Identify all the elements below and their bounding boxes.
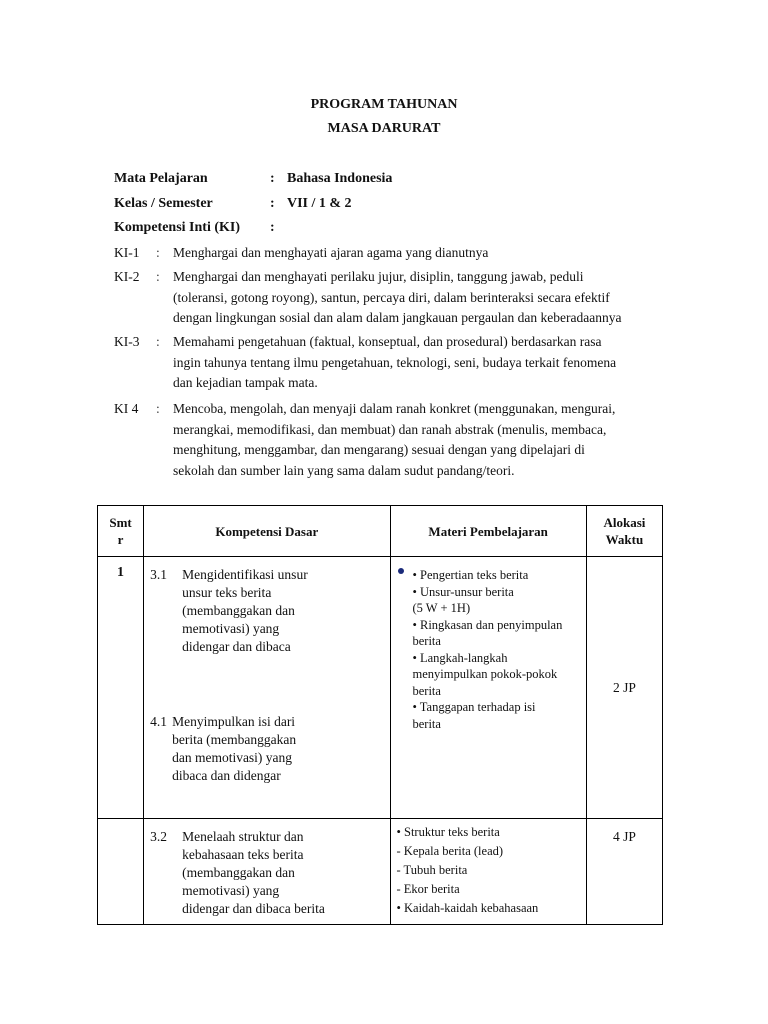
header-smt	[98, 506, 144, 557]
alokasi-cell: 4 JP	[586, 819, 662, 925]
materi-item: • Kaidah-kaidah kebahasaan	[396, 901, 539, 915]
table-row	[98, 819, 663, 925]
materi-list	[413, 567, 582, 732]
document-subtitle: MASA DARURAT	[327, 121, 441, 136]
info-value: Bahasa Indonesia	[287, 171, 393, 186]
ki-text	[173, 243, 684, 264]
kd-line: kebahasaan teks berita	[182, 847, 304, 862]
info-label: Kompetensi Inti (KI)	[114, 220, 240, 235]
ki-line: Menghargai dan menghayati ajaran agama yang dianutnya	[173, 245, 489, 260]
kd-line: (membanggakan dan	[182, 865, 295, 880]
ki-line: Mencoba, mengolah, dan menyaji dalam ranah konkret (menggunakan, mengurai,	[173, 401, 616, 416]
ki-line: ingin tahunya tentang ilmu pengetahuan, teknologi, seni, budaya terkait fenomena	[173, 354, 617, 370]
ki-4-item	[114, 399, 684, 481]
ki-line: Memahami pengetahuan (faktual, konseptual, dan prosedural) berdasarkan rasa	[173, 334, 602, 349]
kd-item	[144, 713, 389, 785]
info-label: Kelas / Semester	[114, 196, 213, 211]
materi-item: berita	[412, 634, 441, 648]
bullet-icon	[398, 568, 404, 574]
kd-cell	[144, 557, 390, 819]
ki-colon: :	[156, 269, 160, 284]
materi-item: - Tubuh berita	[396, 863, 468, 877]
materi-item: berita	[412, 683, 441, 698]
program-table	[97, 505, 663, 925]
materi-item: • Struktur teks berita	[396, 825, 500, 839]
kd-item	[144, 828, 389, 918]
kd-line: Menelaah struktur dan	[182, 829, 304, 844]
ki-colon: :	[156, 334, 160, 349]
kd-line: memotivasi) yang	[182, 621, 280, 636]
ki-code: KI-1	[114, 245, 140, 260]
materi-list	[397, 823, 582, 918]
kd-line: dibaca dan didengar	[172, 768, 281, 783]
ki-line: menghitung, menggambar, dan mengarang) sesuai dengan yang dipelajari di	[173, 442, 585, 457]
kd-number: 3.2	[150, 829, 167, 844]
ki-line: (toleransi, gotong royong), santun, percaya diri, dalam berinteraksi secara efektif	[173, 289, 610, 305]
materi-item: • Unsur-unsur berita	[412, 584, 514, 599]
kd-line: didengar dan dibaca berita	[182, 901, 325, 916]
kd-line: Mengidentifikasi unsur	[182, 567, 308, 582]
materi-cell	[390, 557, 586, 819]
materi-item: • Langkah-langkah	[412, 650, 508, 665]
ki-line: dan kejadian tampak mata.	[173, 375, 318, 390]
kd-line: (membanggakan dan	[182, 603, 295, 618]
ki-2-item	[114, 267, 684, 329]
header-alokasi-line: Waktu	[605, 532, 644, 547]
materi-item: • Tanggapan terhadap isi	[412, 700, 536, 714]
ki-text	[173, 267, 684, 329]
ki-text	[173, 332, 684, 394]
header-alokasi-line: Alokasi	[603, 515, 646, 530]
info-colon: :	[270, 220, 275, 235]
kd-number: 4.1	[150, 714, 167, 729]
ki-line: Menghargai dan menghayati perilaku jujur, disiplin, tanggung jawab, peduli	[173, 269, 584, 284]
materi-item: - Ekor berita	[396, 882, 460, 896]
header-kompetensi-dasar: Kompetensi Dasar	[144, 506, 390, 557]
ki-code: KI 4	[114, 401, 139, 416]
ki-line: dengan lingkungan sosial dan alam dalam jangkauan pergaulan dan keberadaannya	[173, 310, 622, 325]
header-materi: Materi Pembelajaran	[390, 506, 586, 557]
materi-item: • Ringkasan dan penyimpulan	[412, 617, 563, 632]
ki-line: merangkai, memodifikasi, dan membuat) dan ranah abstrak (menulis, membaca,	[173, 421, 607, 437]
materi-item: - Kepala berita (lead)	[396, 844, 504, 858]
kd-item	[144, 566, 389, 656]
info-colon: :	[270, 171, 275, 186]
ki-colon: :	[156, 245, 160, 260]
materi-item: menyimpulkan pokok-pokok	[412, 667, 558, 681]
kd-line: didengar dan dibaca	[182, 639, 291, 654]
materi-item: berita	[412, 716, 441, 731]
ki-3-item	[114, 332, 684, 394]
kd-line: unsur teks berita	[182, 585, 272, 600]
ki-code: KI-3	[114, 334, 140, 349]
ki-1-item	[114, 243, 684, 264]
header-smt-line: r	[117, 532, 124, 547]
info-colon: :	[270, 196, 275, 211]
smt-cell: 1	[98, 557, 144, 819]
kd-line: Menyimpulkan isi dari	[172, 714, 296, 729]
ki-line: sekolah dan sumber lain yang sama dalam sudut pandang/teori.	[173, 462, 515, 478]
document-title: PROGRAM TAHUNAN	[310, 97, 458, 112]
materi-item: • Pengertian teks berita	[412, 568, 529, 582]
smt-cell	[98, 819, 144, 925]
ki-text	[173, 399, 684, 481]
materi-cell	[390, 819, 586, 925]
info-label: Mata Pelajaran	[114, 171, 208, 186]
kd-line: dan memotivasi) yang	[172, 750, 293, 765]
kd-cell	[144, 819, 390, 925]
kd-number: 3.1	[150, 567, 167, 582]
header-alokasi	[586, 506, 662, 557]
info-value: VII / 1 & 2	[287, 196, 352, 211]
table-header-row	[98, 506, 663, 557]
kd-line: memotivasi) yang	[182, 883, 280, 898]
alokasi-cell: 2 JP	[586, 557, 662, 819]
materi-item: (5 W + 1H)	[412, 601, 471, 615]
ki-code: KI-2	[114, 269, 140, 284]
header-smt-line: Smt	[109, 515, 132, 530]
ki-colon: :	[156, 401, 160, 416]
kd-line: berita (membanggakan	[172, 732, 297, 747]
table-row	[98, 557, 663, 819]
